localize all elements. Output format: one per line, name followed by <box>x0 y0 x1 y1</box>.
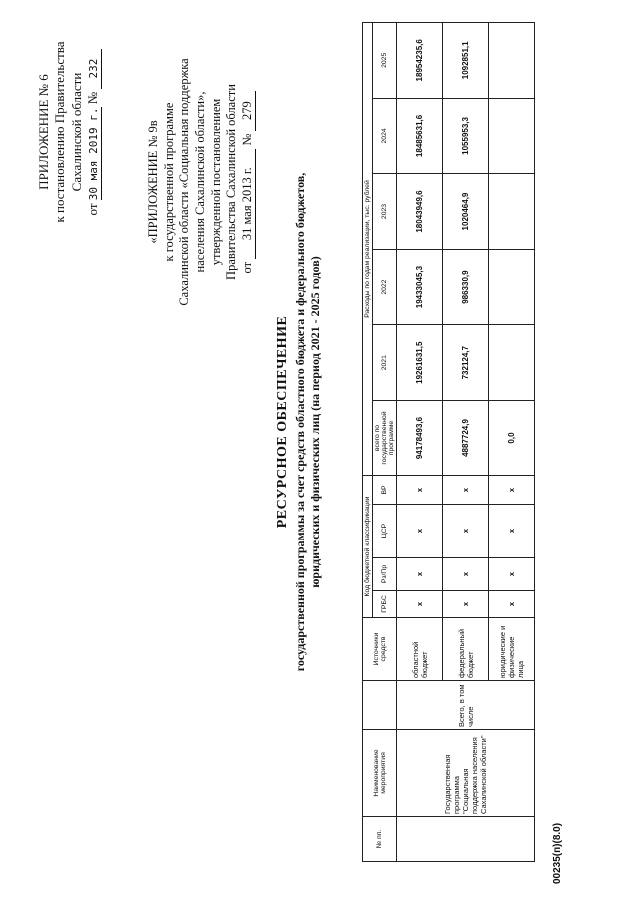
cell-rzpr: х <box>489 558 535 591</box>
cell-total: 4887724,9 <box>443 401 489 476</box>
cell-total: 94178493,6 <box>397 401 443 476</box>
document-page <box>20 12 620 892</box>
program-appendix-line: Сахалинской области «Социальная поддержка <box>177 58 192 306</box>
document-code: 00235(п)(8.0) <box>552 822 563 884</box>
header-name-sub <box>363 681 397 730</box>
header-num: № пп. <box>363 817 397 862</box>
header-year: 2021 <box>373 325 397 401</box>
cell-grbs: х <box>397 591 443 618</box>
cell-vr: х <box>443 476 489 505</box>
cell-rzpr: х <box>397 558 443 591</box>
program-appendix-date-line: от 31 мая 2013 г. № 279 <box>240 32 257 332</box>
cell-source: федеральный бюджет <box>443 618 489 681</box>
cell-year-value: 1055953,3 <box>443 98 489 174</box>
cell-year-value: 1092851,1 <box>443 23 489 99</box>
cell-total-label: Всего, в том числе <box>397 681 535 730</box>
cell-source: юридические и физические лица <box>489 618 535 681</box>
header-kbk-group: Код бюджетной классификации <box>363 476 373 618</box>
header-year: 2023 <box>373 174 397 250</box>
appendix-header <box>36 32 102 232</box>
appendix-line: Сахалинской области <box>68 72 84 192</box>
header-rzpr: Рз/Пр <box>373 558 397 591</box>
cell-year-value: 19433045,3 <box>397 249 443 325</box>
program-appendix-line: Правительства Сахалинской области <box>224 84 239 280</box>
cell-year-value <box>489 249 535 325</box>
header-year: 2025 <box>373 23 397 99</box>
cell-year-value: 732124,7 <box>443 325 489 401</box>
document-title-block <box>275 122 323 722</box>
cell-rzpr: х <box>443 558 489 591</box>
appendix-date-line: от 30 мая 2019 г. № 232 <box>85 32 102 232</box>
cell-grbs: х <box>443 591 489 618</box>
cell-year-value: 986330,9 <box>443 249 489 325</box>
program-appendix-title: «ПРИЛОЖЕНИЕ № 9в <box>146 120 160 244</box>
cell-csr: х <box>489 505 535 558</box>
program-appendix-line: утвержденной постановлением <box>208 98 223 266</box>
subtitle-line: государственной программы за счет средств областного бюджета и федерального бюджетов, <box>293 172 307 672</box>
appendix-line: к постановлению Правительства <box>52 41 68 223</box>
cell-year-value <box>489 23 535 99</box>
header-vr: ВР <box>373 476 397 505</box>
cell-year-value: 19261631,5 <box>397 325 443 401</box>
document-title: РЕСУРСНОЕ ОБЕСПЕЧЕНИЕ <box>275 315 290 529</box>
cell-year-value: 1020464,9 <box>443 174 489 250</box>
cell-source: областной бюджет <box>397 618 443 681</box>
cell-num <box>397 817 535 862</box>
resources-table <box>362 22 535 862</box>
program-appendix-header <box>146 32 256 332</box>
header-total: всего по государственной программе <box>373 401 397 476</box>
cell-vr: х <box>489 476 535 505</box>
cell-year-value: 18954235,6 <box>397 23 443 99</box>
header-year: 2024 <box>373 98 397 174</box>
table-row <box>397 23 443 862</box>
program-date: 31 мая 2013 г. <box>240 149 257 259</box>
header-name: Наименование мероприятия <box>363 730 397 817</box>
subtitle-line: юридических и физических лиц (на период 2021 - 2025 годов) <box>308 256 322 588</box>
number-handwritten: 232 <box>87 49 102 89</box>
header-grbs: ГРБС <box>373 591 397 618</box>
program-number: 279 <box>240 91 257 131</box>
program-appendix-line: населения Сахалинской области», <box>192 91 207 273</box>
program-appendix-line: к государственной программе <box>161 102 176 262</box>
date-handwritten: 30 мая 2019 г. <box>86 107 100 201</box>
header-expenses-group: Расходы по годам реализации, тыс. рублей <box>363 23 373 476</box>
document-subtitle <box>293 122 323 722</box>
cell-year-value <box>489 98 535 174</box>
appendix-title: ПРИЛОЖЕНИЕ № 6 <box>36 74 51 190</box>
cell-csr: х <box>443 505 489 558</box>
cell-grbs: х <box>489 591 535 618</box>
cell-total: 0,0 <box>489 401 535 476</box>
header-csr: ЦСР <box>373 505 397 558</box>
header-sources: Источники средств <box>363 618 397 681</box>
cell-program-name: Государственная программа "Социальная поддержка населения Сахалинской области" <box>397 730 535 817</box>
cell-vr: х <box>397 476 443 505</box>
cell-year-value <box>489 325 535 401</box>
cell-year-value: 18485631,6 <box>397 98 443 174</box>
cell-year-value <box>489 174 535 250</box>
cell-csr: х <box>397 505 443 558</box>
header-year: 2022 <box>373 249 397 325</box>
cell-year-value: 18043949,6 <box>397 174 443 250</box>
